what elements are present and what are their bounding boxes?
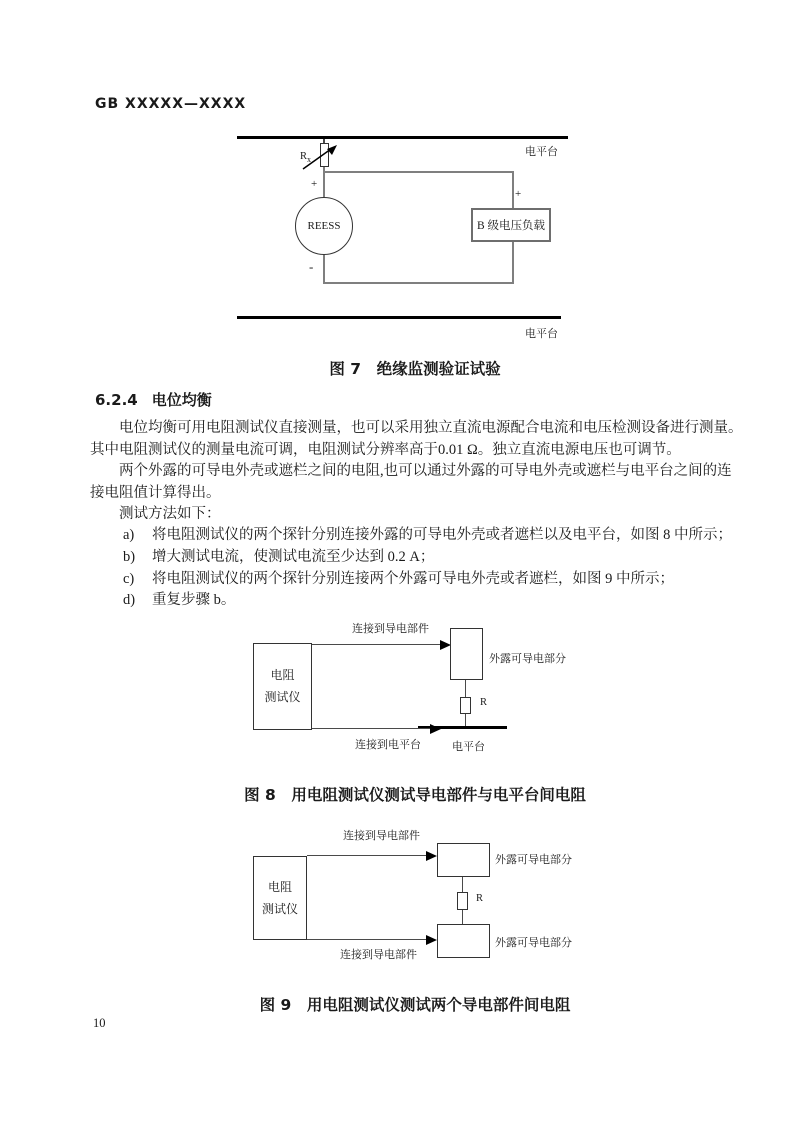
wire-top-horizontal — [323, 171, 514, 173]
polarity-minus-left: - — [309, 259, 314, 274]
body-line: 电位均衡可用电阻测试仪直接测量，也可以采用独立直流电源配合电流和电压检测设备进行测量。 — [119, 420, 743, 436]
list-marker: d) — [123, 592, 136, 608]
bottom-wire — [307, 939, 427, 940]
resistance-tester-box — [253, 856, 307, 940]
exposed-part-top-label: 外露可导电部分 — [495, 854, 572, 866]
list-marker: b) — [123, 549, 136, 565]
load-box — [471, 208, 551, 242]
polarity-plus-left: + — [311, 178, 318, 190]
platform-label-top: 电平台 — [525, 146, 558, 158]
resistor-lead-top — [465, 680, 466, 697]
bottom-wire — [312, 728, 430, 729]
list-text: 重复步骤 b。 — [152, 592, 236, 608]
bottom-arrowhead-icon — [430, 724, 441, 734]
load-label: B 级电压负载 — [476, 220, 546, 232]
section-number: 6.2.4 — [95, 391, 138, 409]
exposed-part-label: 外露可导电部分 — [489, 653, 566, 665]
figure-7-caption: 图 7 绝缘监测验证试验 — [329, 360, 501, 378]
section-heading — [95, 389, 212, 410]
section-title: 电位均衡 — [151, 391, 212, 409]
figure-9-caption: 图 9 用电阻测试仪测试两个导电部件间电阻 — [259, 996, 571, 1014]
platform-line-bottom — [237, 316, 561, 319]
tester-label-line2: 测试仪 — [261, 901, 298, 916]
platform-line-top — [237, 136, 568, 139]
reess-label: REESS — [307, 220, 341, 232]
bottom-wire-label: 连接到电平台 — [355, 739, 421, 751]
tester-label-line2: 测试仪 — [264, 690, 301, 704]
list-marker: c) — [123, 571, 135, 587]
top-wire — [307, 855, 427, 856]
body-line: 两个外露的可导电外壳或遮栏之间的电阻,也可以通过外露的可导电外壳或遮栏与电平台之间的连 — [119, 463, 732, 479]
list-marker: a) — [123, 527, 135, 543]
platform-label-bottom: 电平台 — [525, 328, 558, 340]
top-arrowhead-icon — [426, 851, 437, 861]
figure-8-caption: 图 8 用电阻测试仪测试导电部件与电平台间电阻 — [244, 786, 586, 804]
page-number: 10 — [93, 1016, 106, 1030]
body-line: 测试方法如下： — [119, 506, 221, 522]
list-text: 增大测试电流，使测试电流至少达到 0.2 A； — [152, 549, 435, 565]
resistor-symbol — [457, 892, 468, 910]
top-wire — [312, 644, 442, 645]
platform-label: 电平台 — [452, 741, 485, 753]
tester-label-line1: 电阻 — [267, 879, 292, 894]
exposed-part-bottom-label: 外露可导电部分 — [495, 937, 572, 949]
document-code: GB XXXXX—XXXX — [95, 96, 247, 112]
body-line: 其中电阻测试仪的测量电流可调，电阻测试分辨率高于0.01 Ω。独立直流电源电压也可调节。 — [90, 442, 681, 458]
resistor-lead-top — [462, 877, 463, 892]
body-line: 接电阻值计算得出。 — [90, 485, 221, 501]
wire-reess-bottom — [323, 255, 325, 284]
top-wire-label: 连接到导电部件 — [352, 623, 429, 635]
bottom-wire-label: 连接到导电部件 — [340, 949, 417, 961]
reess-circle — [295, 197, 353, 255]
wire-load-top — [512, 171, 514, 208]
exposed-part-box-bottom — [437, 924, 490, 958]
wire-bottom-horizontal — [323, 282, 514, 284]
resistor-symbol — [460, 697, 471, 714]
wire-load-bottom — [512, 242, 514, 284]
top-wire-label: 连接到导电部件 — [343, 830, 420, 842]
exposed-part-box-top — [437, 843, 490, 877]
polarity-plus-right: + — [515, 188, 522, 200]
list-text: 将电阻测试仪的两个探针分别连接外露的可导电外壳或者遮栏以及电平台，如图 8 中所示； — [152, 527, 732, 543]
resistance-tester-box — [253, 643, 312, 730]
resistor-rx-label: $R_x$ — [300, 151, 312, 164]
exposed-part-box — [450, 628, 483, 680]
bottom-arrowhead-icon — [426, 935, 437, 945]
resistor-label: R — [476, 893, 484, 904]
resistor-lead-bottom — [462, 910, 463, 924]
tester-label-line1: 电阻 — [270, 668, 295, 682]
list-text: 将电阻测试仪的两个探针分别连接两个外露可导电外壳或者遮栏，如图 9 中所示； — [152, 571, 674, 587]
resistor-label: R — [480, 697, 488, 708]
